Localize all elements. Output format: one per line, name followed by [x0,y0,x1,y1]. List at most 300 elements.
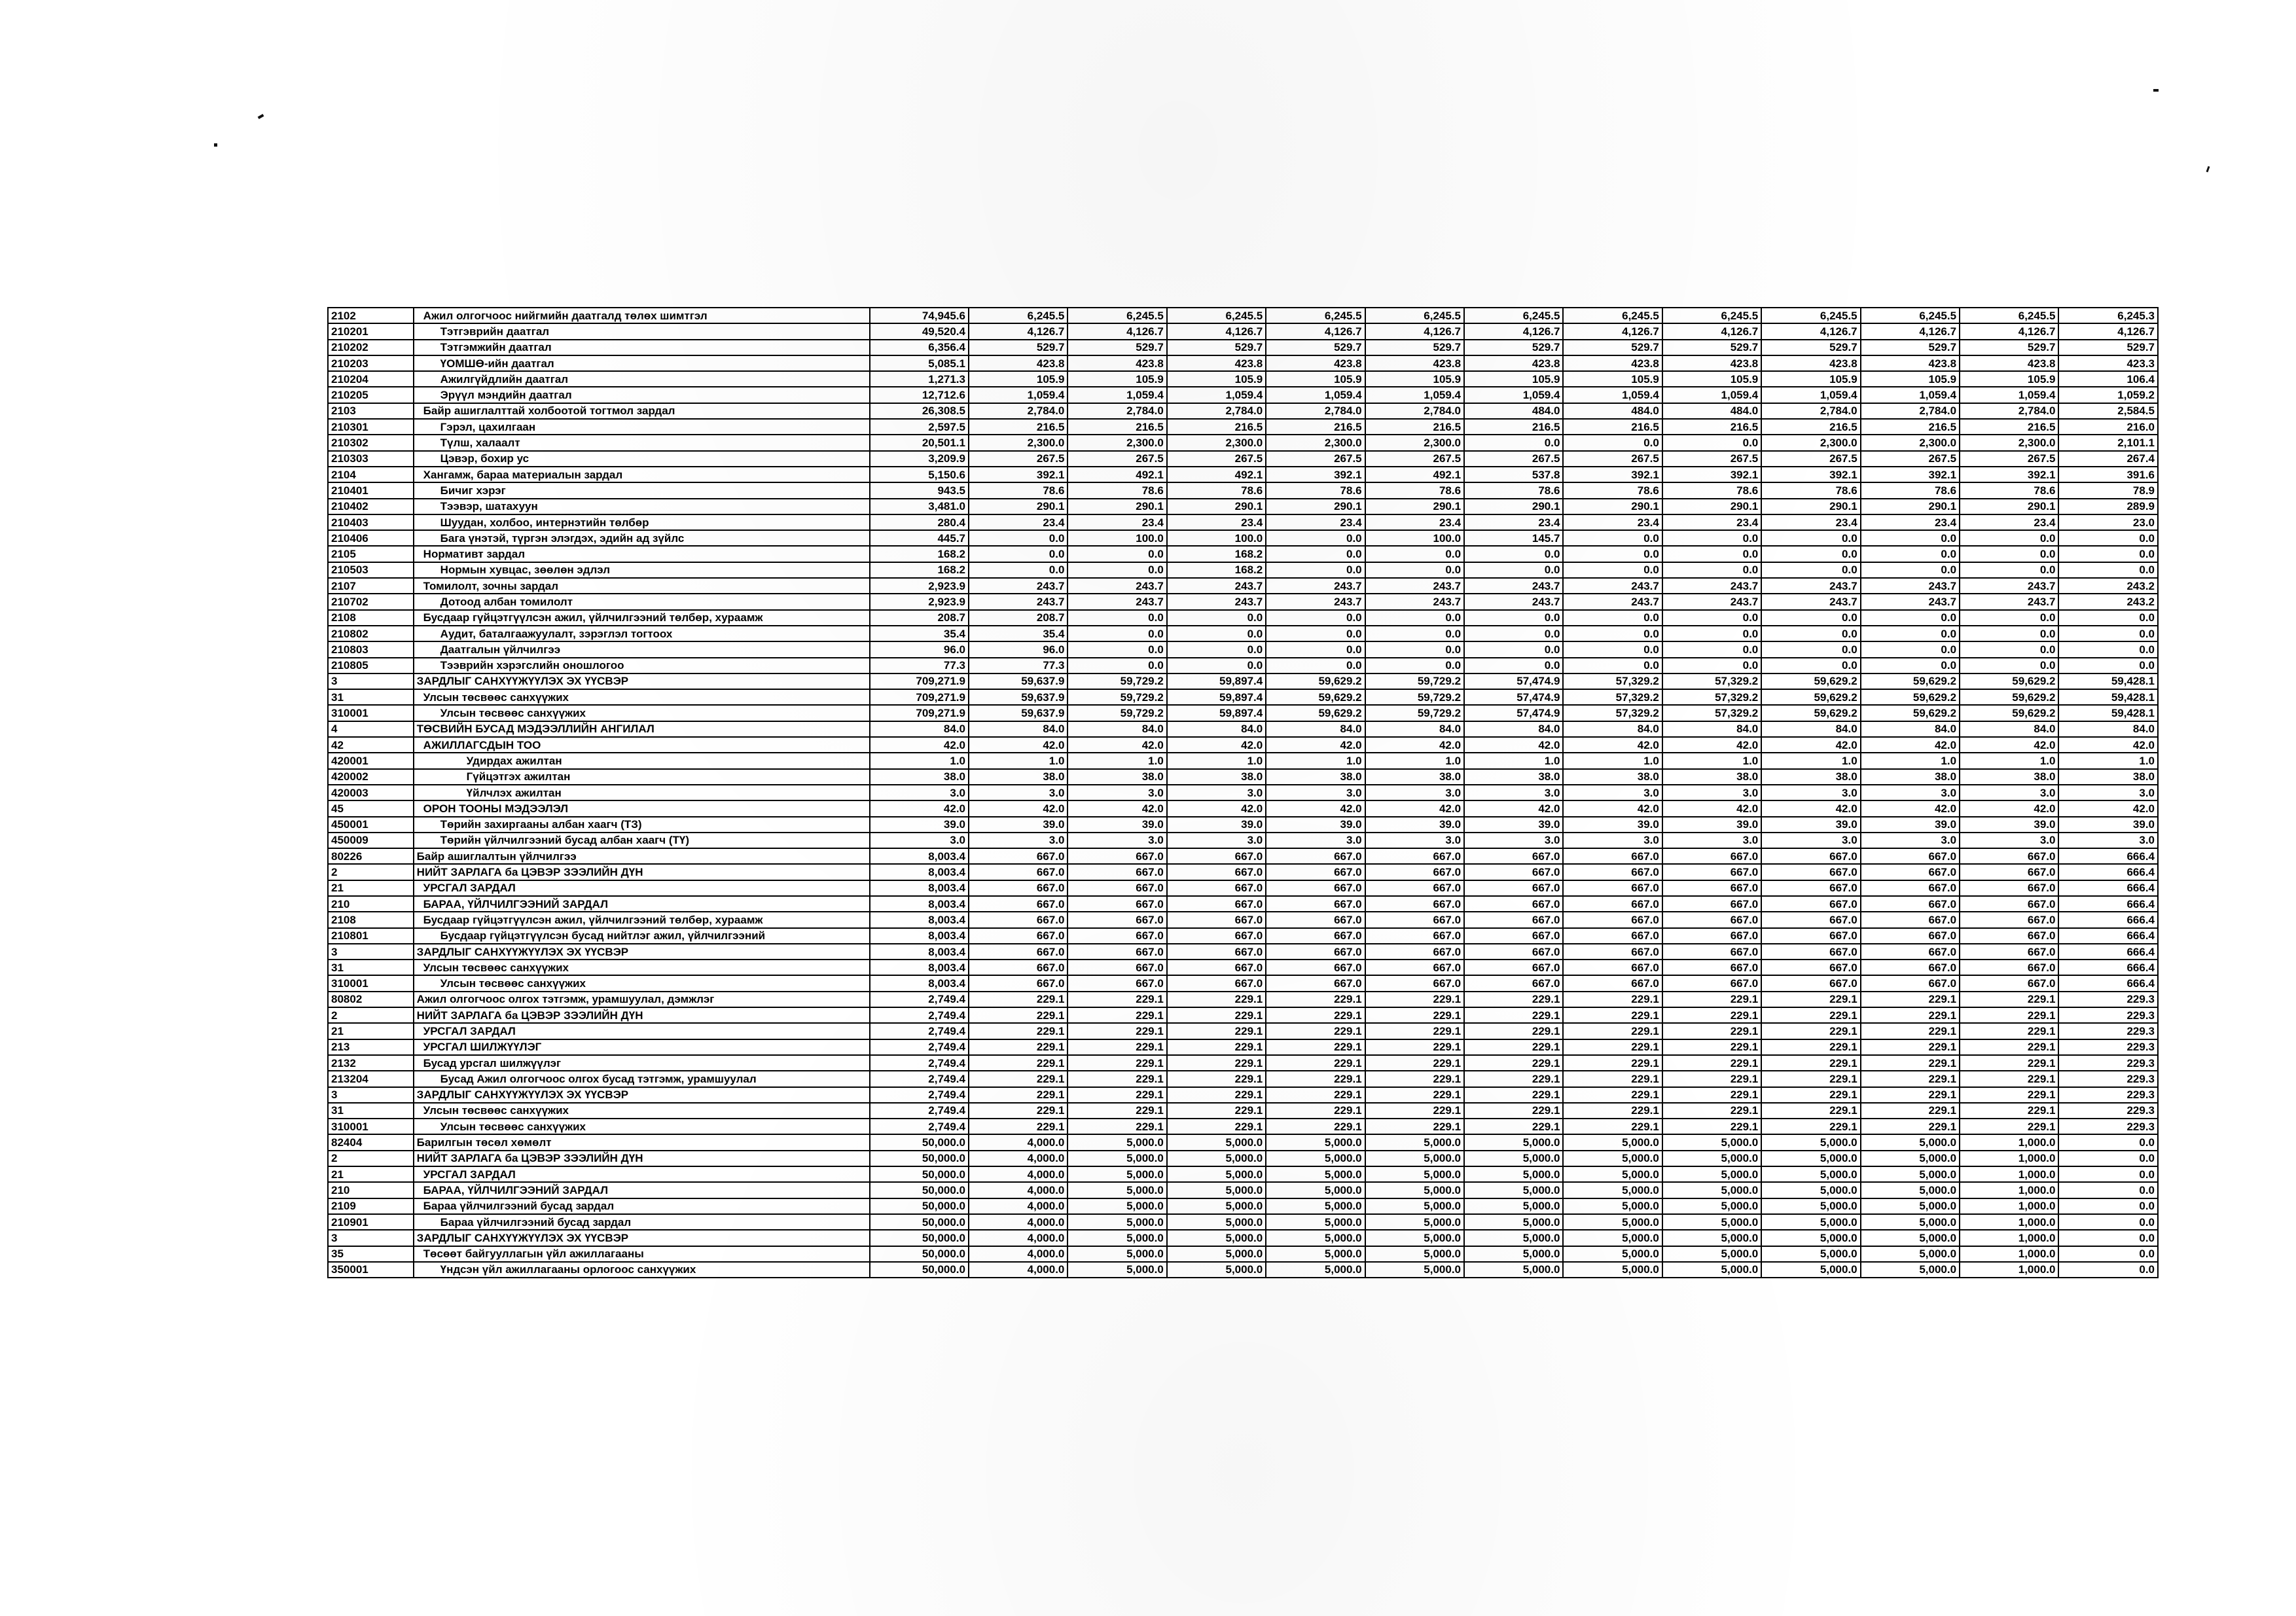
month-value-cell: 229.1 [969,1071,1067,1086]
month-value-cell: 667.0 [1167,896,1266,912]
month-value-cell: 23.4 [1761,514,1860,530]
month-value-cell: 0.0 [1861,626,1960,641]
month-value-cell: 39.0 [1167,817,1266,833]
month-value-cell: 0.0 [1464,610,1563,626]
row-code-cell: 310001 [328,1119,414,1134]
month-value-cell: 5,000.0 [1861,1151,1960,1166]
month-value-cell: 229.3 [2058,1119,2158,1134]
table-row [328,737,2158,753]
month-value-cell: 0.0 [1067,626,1166,641]
month-value-cell: 4,000.0 [969,1198,1067,1214]
table-row [328,530,2158,546]
month-value-cell: 229.1 [1563,1087,1662,1103]
month-value-cell: 23.4 [1464,514,1563,530]
month-value-cell: 229.1 [1266,1039,1365,1055]
month-value-cell: 229.1 [1266,1087,1365,1103]
month-value-cell: 392.1 [969,467,1067,482]
annual-total-cell: 96.0 [870,641,969,657]
month-value-cell: 667.0 [969,864,1067,880]
month-value-cell: 229.1 [1563,1023,1662,1039]
month-value-cell: 667.0 [1167,864,1266,880]
annual-total-cell: 2,923.9 [870,594,969,609]
month-value-cell: 667.0 [1266,928,1365,944]
annual-total-cell: 1.0 [870,753,969,768]
month-value-cell: 0.0 [1761,562,1860,578]
month-value-cell: 84.0 [1067,721,1166,737]
month-value-cell: 667.0 [1365,928,1464,944]
row-name-cell: Түлш, халаалт [414,435,870,450]
month-value-cell: 5,000.0 [1067,1182,1166,1198]
month-value-cell: 38.0 [1266,769,1365,785]
month-value-cell: 229.1 [1662,1087,1761,1103]
annual-total-cell: 2,749.4 [870,1007,969,1023]
month-value-cell: 59,428.1 [2058,689,2158,705]
annual-total-cell: 8,003.4 [870,880,969,896]
month-value-cell: 667.0 [1067,896,1166,912]
month-value-cell: 667.0 [1365,848,1464,864]
month-value-cell: 4,126.7 [1662,323,1761,339]
row-name-cell: Бараа үйлчилгээний бусад зардал [414,1214,870,1230]
month-value-cell: 667.0 [1365,944,1464,960]
annual-total-cell: 42.0 [870,800,969,816]
month-value-cell: 5,000.0 [1167,1182,1266,1198]
annual-total-cell: 50,000.0 [870,1214,969,1230]
month-value-cell: 0.0 [1266,626,1365,641]
month-value-cell: 229.1 [1861,1119,1960,1134]
month-value-cell: 2,101.1 [2058,435,2158,450]
month-value-cell: 667.0 [1067,975,1166,991]
row-name-cell: Томилолт, зочны зардал [414,578,870,594]
annual-total-cell: 709,271.9 [870,689,969,705]
month-value-cell: 229.1 [1067,1039,1166,1055]
row-code-cell: 210403 [328,514,414,530]
month-value-cell: 243.7 [1563,594,1662,609]
month-value-cell: 229.1 [1167,992,1266,1007]
row-code-cell: 450001 [328,817,414,833]
month-value-cell: 229.1 [1761,1087,1860,1103]
month-value-cell: 0.0 [1365,562,1464,578]
month-value-cell: 492.1 [1067,467,1166,482]
row-name-cell: Бусад Ажил олгогчоос олгох бусад тэтгэмж, урамшуулал [414,1071,870,1086]
month-value-cell: 267.5 [1464,451,1563,467]
month-value-cell: 0.0 [1167,658,1266,673]
month-value-cell: 42.0 [1662,737,1761,753]
month-value-cell: 229.1 [1662,1119,1761,1134]
table-row [328,928,2158,944]
month-value-cell: 667.0 [969,912,1067,927]
month-value-cell: 59,637.9 [969,689,1067,705]
month-value-cell: 3.0 [1563,785,1662,800]
annual-total-cell: 50,000.0 [870,1198,969,1214]
month-value-cell: 145.7 [1464,530,1563,546]
month-value-cell: 229.1 [1662,1055,1761,1071]
month-value-cell: 38.0 [1167,769,1266,785]
month-value-cell: 243.7 [1365,594,1464,609]
month-value-cell: 0.0 [2058,1134,2158,1150]
row-name-cell: Улсын төсвөөс санхүүжих [414,1119,870,1134]
month-value-cell: 100.0 [1365,530,1464,546]
budget-table [327,307,2159,1278]
month-value-cell: 3.0 [1960,833,2058,848]
row-code-cell: 2108 [328,610,414,626]
table-row [328,1023,2158,1039]
month-value-cell: 216.5 [1464,419,1563,435]
month-value-cell: 5,000.0 [1266,1134,1365,1150]
month-value-cell: 229.1 [1662,1039,1761,1055]
annual-total-cell: 20,501.1 [870,435,969,450]
annual-total-cell: 2,749.4 [870,1071,969,1086]
annual-total-cell: 39.0 [870,817,969,833]
month-value-cell: 229.3 [2058,992,2158,1007]
row-name-cell: Хангамж, бараа материалын зардал [414,467,870,482]
month-value-cell: 5,000.0 [1365,1151,1464,1166]
row-name-cell: Бусад урсгал шилжүүлэг [414,1055,870,1071]
month-value-cell: 667.0 [1563,928,1662,944]
annual-total-cell: 35.4 [870,626,969,641]
annual-total-cell: 12,712.6 [870,387,969,403]
table-row [328,546,2158,562]
month-value-cell: 229.1 [1464,1055,1563,1071]
month-value-cell: 42.0 [1067,800,1166,816]
month-value-cell: 105.9 [1167,371,1266,387]
month-value-cell: 5,000.0 [1761,1214,1860,1230]
annual-total-cell: 2,749.4 [870,1103,969,1119]
month-value-cell: 6,245.3 [2058,308,2158,323]
month-value-cell: 59,629.2 [1960,689,2058,705]
month-value-cell: 5,000.0 [1563,1262,1662,1278]
month-value-cell: 78.6 [1365,482,1464,498]
table-row [328,1007,2158,1023]
row-name-cell: Бусдаар гүйцэтгүүлсэн ажил, үйлчилгээний төлбөр, хураамж [414,912,870,927]
row-name-cell: Төсөөт байгууллагын үйл ажиллагааны [414,1246,870,1262]
table-row [328,594,2158,609]
month-value-cell: 38.0 [1563,769,1662,785]
month-value-cell: 3.0 [1067,833,1166,848]
month-value-cell: 5,000.0 [1266,1166,1365,1182]
table-row [328,1262,2158,1278]
row-name-cell: БАРАА, ҮЙЛЧИЛГЭЭНИЙ ЗАРДАЛ [414,896,870,912]
month-value-cell: 667.0 [1563,848,1662,864]
month-value-cell: 0.0 [1266,530,1365,546]
month-value-cell: 5,000.0 [1662,1166,1761,1182]
month-value-cell: 105.9 [1266,371,1365,387]
month-value-cell: 229.3 [2058,1007,2158,1023]
month-value-cell: 42.0 [2058,800,2158,816]
month-value-cell: 423.8 [1861,355,1960,371]
month-value-cell: 667.0 [1563,960,1662,975]
month-value-cell: 1,000.0 [1960,1182,2058,1198]
month-value-cell: 267.5 [969,451,1067,467]
month-value-cell: 78.6 [1464,482,1563,498]
month-value-cell: 5,000.0 [1266,1198,1365,1214]
month-value-cell: 3.0 [2058,785,2158,800]
month-value-cell: 229.1 [1464,1023,1563,1039]
month-value-cell: 667.0 [1365,880,1464,896]
month-value-cell: 423.8 [969,355,1067,371]
month-value-cell: 229.1 [1761,1055,1860,1071]
month-value-cell: 0.0 [1464,435,1563,450]
month-value-cell: 105.9 [1960,371,2058,387]
month-value-cell: 229.1 [1266,1119,1365,1134]
month-value-cell: 4,000.0 [969,1134,1067,1150]
annual-total-cell: 3.0 [870,785,969,800]
month-value-cell: 105.9 [1563,371,1662,387]
month-value-cell: 38.0 [1960,769,2058,785]
month-value-cell: 5,000.0 [1861,1262,1960,1278]
month-value-cell: 6,245.5 [1167,308,1266,323]
month-value-cell: 5,000.0 [1563,1134,1662,1150]
month-value-cell: 59,897.4 [1167,689,1266,705]
month-value-cell: 229.1 [1960,1055,2058,1071]
month-value-cell: 229.1 [1960,1071,2058,1086]
month-value-cell: 57,474.9 [1464,689,1563,705]
month-value-cell: 229.1 [1365,1039,1464,1055]
table-row [328,896,2158,912]
row-code-cell: 2109 [328,1198,414,1214]
month-value-cell: 100.0 [1167,530,1266,546]
month-value-cell: 267.5 [1563,451,1662,467]
month-value-cell: 5,000.0 [1067,1134,1166,1150]
row-code-cell: 450009 [328,833,414,848]
month-value-cell: 229.1 [1464,1007,1563,1023]
month-value-cell: 208.7 [969,610,1067,626]
table-row [328,1151,2158,1166]
row-code-cell: 35 [328,1246,414,1262]
month-value-cell: 484.0 [1563,403,1662,419]
month-value-cell: 39.0 [2058,817,2158,833]
row-code-cell: 2102 [328,308,414,323]
month-value-cell: 105.9 [1365,371,1464,387]
annual-total-cell: 168.2 [870,562,969,578]
month-value-cell: 3.0 [1067,785,1166,800]
month-value-cell: 2,784.0 [969,403,1067,419]
month-value-cell: 667.0 [1761,960,1860,975]
month-value-cell: 4,000.0 [969,1262,1067,1278]
month-value-cell: 667.0 [1167,848,1266,864]
month-value-cell: 229.1 [1861,1055,1960,1071]
month-value-cell: 667.0 [1960,912,2058,927]
table-row [328,562,2158,578]
month-value-cell: 667.0 [1861,864,1960,880]
month-value-cell: 392.1 [1266,467,1365,482]
month-value-cell: 0.0 [1563,626,1662,641]
month-value-cell: 0.0 [1266,546,1365,562]
row-code-cell: 210805 [328,658,414,673]
row-code-cell: 2108 [328,912,414,927]
month-value-cell: 23.4 [1067,514,1166,530]
month-value-cell: 667.0 [969,928,1067,944]
table-row [328,800,2158,816]
month-value-cell: 666.4 [2058,880,2158,896]
table-row [328,817,2158,833]
row-name-cell: ЗАРДЛЫГ САНХҮҮЖҮҮЛЭХ ЭХ ҮҮСВЭР [414,944,870,960]
month-value-cell: 667.0 [1761,975,1860,991]
month-value-cell: 0.0 [969,562,1067,578]
month-value-cell: 78.6 [1563,482,1662,498]
row-code-cell: 210401 [328,482,414,498]
month-value-cell: 59,637.9 [969,705,1067,721]
month-value-cell: 1.0 [969,753,1067,768]
month-value-cell: 229.1 [1067,1103,1166,1119]
month-value-cell: 529.7 [2058,340,2158,355]
month-value-cell: 5,000.0 [1067,1166,1166,1182]
row-name-cell: Аудит, баталгаажуулалт, зэрэглэл тогтоох [414,626,870,641]
month-value-cell: 667.0 [969,896,1067,912]
month-value-cell: 229.1 [1861,1071,1960,1086]
month-value-cell: 229.1 [1167,1071,1266,1086]
month-value-cell: 38.0 [969,769,1067,785]
month-value-cell: 216.5 [1167,419,1266,435]
month-value-cell: 667.0 [1266,912,1365,927]
month-value-cell: 5,000.0 [1365,1246,1464,1262]
row-code-cell: 210302 [328,435,414,450]
month-value-cell: 529.7 [1067,340,1166,355]
month-value-cell: 39.0 [1464,817,1563,833]
month-value-cell: 229.1 [969,1023,1067,1039]
month-value-cell: 229.1 [1167,1087,1266,1103]
month-value-cell: 243.7 [1960,578,2058,594]
month-value-cell: 0.0 [2058,530,2158,546]
row-code-cell: 3 [328,944,414,960]
month-value-cell: 229.1 [1167,1007,1266,1023]
month-value-cell: 667.0 [1662,896,1761,912]
month-value-cell: 3.0 [1266,785,1365,800]
month-value-cell: 529.7 [1464,340,1563,355]
month-value-cell: 4,126.7 [2058,323,2158,339]
month-value-cell: 229.1 [969,1007,1067,1023]
row-code-cell: 420003 [328,785,414,800]
row-name-cell: Байр ашиглалтын үйлчилгээ [414,848,870,864]
month-value-cell: 529.7 [1365,340,1464,355]
month-value-cell: 667.0 [969,975,1067,991]
row-name-cell: ЗАРДЛЫГ САНХҮҮЖҮҮЛЭХ ЭХ ҮҮСВЭР [414,1230,870,1246]
row-code-cell: 80802 [328,992,414,1007]
row-code-cell: 82404 [328,1134,414,1150]
table-row [328,514,2158,530]
row-code-cell: 31 [328,1103,414,1119]
month-value-cell: 168.2 [1167,562,1266,578]
table-row [328,975,2158,991]
table-row [328,753,2158,768]
month-value-cell: 4,126.7 [1960,323,2058,339]
month-value-cell: 84.0 [1266,721,1365,737]
month-value-cell: 2,300.0 [1861,435,1960,450]
row-code-cell: 210901 [328,1214,414,1230]
row-code-cell: 210205 [328,387,414,403]
month-value-cell: 5,000.0 [1761,1198,1860,1214]
row-code-cell: 210303 [328,451,414,467]
month-value-cell: 59,729.2 [1067,673,1166,689]
table-row [328,371,2158,387]
month-value-cell: 42.0 [1563,800,1662,816]
month-value-cell: 4,126.7 [1266,323,1365,339]
month-value-cell: 0.0 [2058,1230,2158,1246]
month-value-cell: 667.0 [1960,928,2058,944]
row-name-cell: Гэрэл, цахилгаан [414,419,870,435]
month-value-cell: 667.0 [969,960,1067,975]
month-value-cell: 667.0 [1861,928,1960,944]
month-value-cell: 0.0 [2058,626,2158,641]
month-value-cell: 23.4 [1960,514,2058,530]
month-value-cell: 667.0 [1662,864,1761,880]
month-value-cell: 667.0 [1464,896,1563,912]
month-value-cell: 229.1 [1464,1071,1563,1086]
month-value-cell: 667.0 [1960,864,2058,880]
month-value-cell: 290.1 [1067,499,1166,514]
month-value-cell: 0.0 [2058,641,2158,657]
row-code-cell: 213204 [328,1071,414,1086]
row-code-cell: 2132 [328,1055,414,1071]
month-value-cell: 5,000.0 [1167,1151,1266,1166]
month-value-cell: 290.1 [1662,499,1761,514]
month-value-cell: 0.0 [1266,641,1365,657]
month-value-cell: 5,000.0 [1067,1230,1166,1246]
table-row [328,658,2158,673]
row-code-cell: 4 [328,721,414,737]
row-name-cell: Төрийн захиргааны албан хаагч (ТЗ) [414,817,870,833]
month-value-cell: 5,000.0 [1167,1262,1266,1278]
month-value-cell: 84.0 [1563,721,1662,737]
month-value-cell: 243.2 [2058,578,2158,594]
month-value-cell: 6,245.5 [1067,308,1166,323]
month-value-cell: 667.0 [1464,912,1563,927]
month-value-cell: 0.0 [1563,435,1662,450]
month-value-cell: 667.0 [1861,975,1960,991]
month-value-cell: 290.1 [969,499,1067,514]
month-value-cell: 243.7 [1960,594,2058,609]
month-value-cell: 5,000.0 [1167,1166,1266,1182]
month-value-cell: 5,000.0 [1563,1182,1662,1198]
month-value-cell: 105.9 [969,371,1067,387]
month-value-cell: 667.0 [1563,975,1662,991]
month-value-cell: 0.0 [1266,610,1365,626]
month-value-cell: 667.0 [1464,880,1563,896]
month-value-cell: 1,000.0 [1960,1214,2058,1230]
month-value-cell: 1.0 [1067,753,1166,768]
table-row [328,880,2158,896]
month-value-cell: 5,000.0 [1662,1246,1761,1262]
annual-total-cell: 77.3 [870,658,969,673]
month-value-cell: 0.0 [1662,435,1761,450]
month-value-cell: 59,428.1 [2058,673,2158,689]
table-row [328,1039,2158,1055]
row-name-cell: УРСГАЛ ШИЛЖҮҮЛЭГ [414,1039,870,1055]
month-value-cell: 229.1 [969,1039,1067,1055]
month-value-cell: 5,000.0 [1662,1134,1761,1150]
month-value-cell: 5,000.0 [1464,1246,1563,1262]
month-value-cell: 168.2 [1167,546,1266,562]
month-value-cell: 23.4 [969,514,1067,530]
table-row [328,1166,2158,1182]
month-value-cell: 5,000.0 [1365,1134,1464,1150]
month-value-cell: 1.0 [1662,753,1761,768]
month-value-cell: 667.0 [1761,848,1860,864]
month-value-cell: 229.1 [1563,1119,1662,1134]
month-value-cell: 484.0 [1662,403,1761,419]
month-value-cell: 5,000.0 [1067,1214,1166,1230]
month-value-cell: 1,059.4 [1167,387,1266,403]
row-code-cell: 21 [328,1023,414,1039]
month-value-cell: 667.0 [1365,864,1464,880]
month-value-cell: 84.0 [1167,721,1266,737]
annual-total-cell: 3,481.0 [870,499,969,514]
month-value-cell: 290.1 [1960,499,2058,514]
month-value-cell: 0.0 [1761,641,1860,657]
month-value-cell: 667.0 [1960,944,2058,960]
annual-total-cell: 2,923.9 [870,578,969,594]
month-value-cell: 229.1 [1960,1119,2058,1134]
table-row [328,992,2158,1007]
